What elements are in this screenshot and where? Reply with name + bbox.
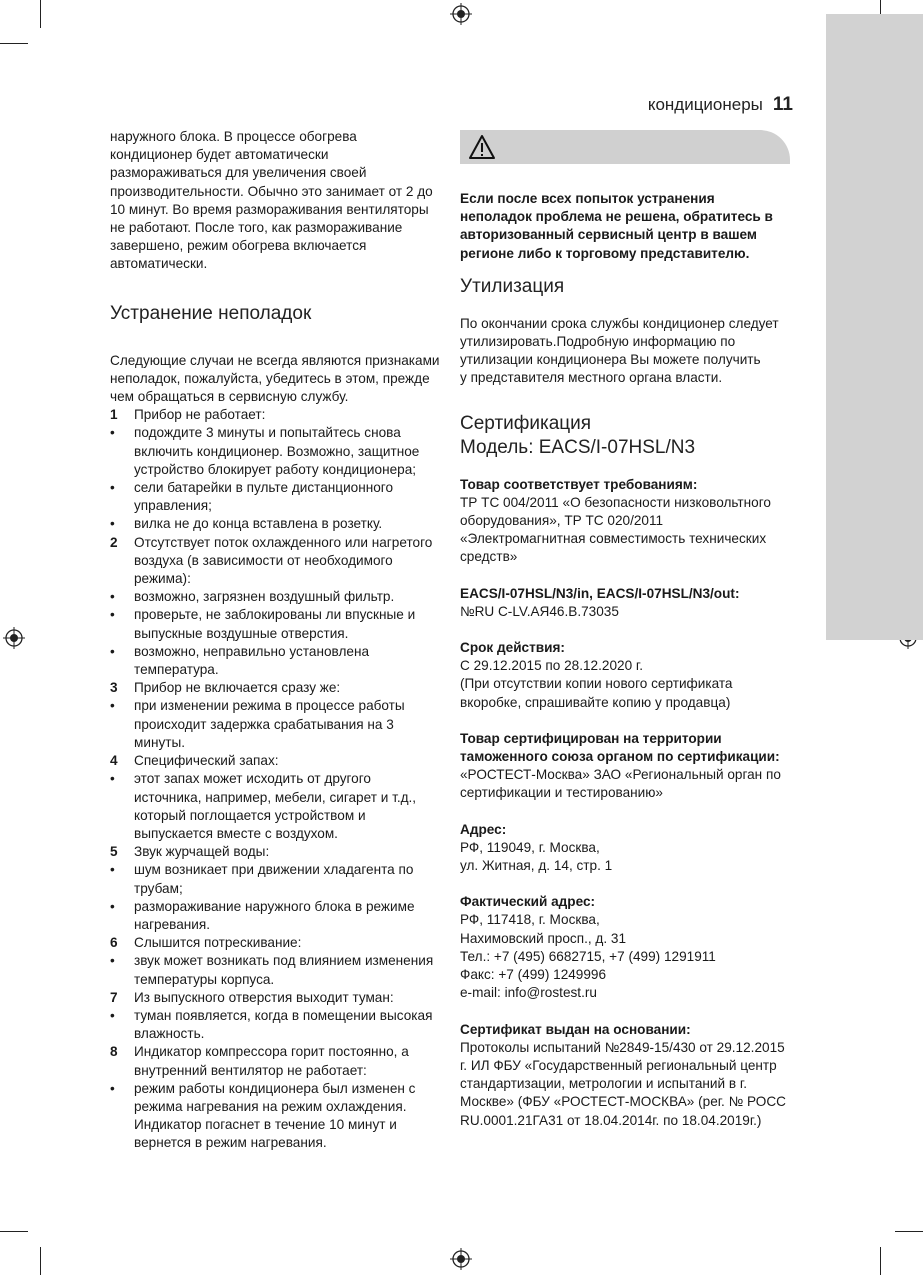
certificate-number: №RU C-LV.АЯ46.В.73035 — [460, 603, 619, 619]
certification-heading: Сертификация — [460, 412, 592, 434]
numbered-item — [110, 1043, 440, 1079]
bullet-item — [110, 861, 440, 897]
validity-note: (При отсутствии копии нового сертификата вкоробке, спрашивайте копию у продавца) — [460, 676, 733, 710]
item-text: при изменении режима в процессе работы происходит задержка срабатывания на 3 минуты. — [134, 698, 405, 750]
bullet-mark: • — [110, 898, 115, 914]
troubleshooting-intro: Следующие случаи не всегда являются признаками неполадок, пожалуйста, убедитесь в этом, прежде чем обращаться в сервисную службу. — [110, 352, 440, 405]
page-number: 11 — [772, 94, 793, 115]
basis-title: Сертификат выдан на основании: — [460, 1021, 691, 1037]
phone-line: Тел.: +7 (495) 6682715, +7 (499) 1291911 — [460, 948, 716, 964]
bullet-mark: • — [110, 953, 115, 969]
item-text: этот запах может исходить от другого источника, например, мебели, сигарет и т.д., который поглощается устройством и выпускается вместе с воздухом. — [134, 771, 417, 841]
model-heading: Модель: EACS/I-07HSL/N3 — [460, 436, 696, 458]
bullet-item — [110, 643, 440, 679]
bullet-item — [110, 1007, 440, 1043]
bullet-item — [110, 588, 440, 606]
item-number: 3 — [110, 680, 118, 696]
item-text: возможно, неправильно установлена температура. — [134, 643, 370, 678]
page-header — [648, 94, 793, 116]
bullet-item — [110, 952, 440, 988]
item-text: вилка не до конца вставлена в розетку. — [134, 516, 383, 532]
email-line: e-mail: info@rostest.ru — [460, 985, 597, 1001]
address-line: РФ, 119049, г. Москва, — [460, 839, 600, 855]
bullet-item — [110, 515, 440, 533]
warning-triangle-icon — [468, 134, 496, 160]
item-text: Индикатор компрессора горит постоянно, а внутренний вентилятор не работает: — [134, 1044, 409, 1078]
numbered-item — [110, 679, 440, 697]
address-line: ул. Житная, д. 14, стр. 1 — [460, 858, 613, 874]
item-text: подождите 3 минуты и попытайтесь снова включить кондиционер. Возможно, защитное устройство блокирует работу кондиционера; — [134, 425, 420, 477]
item-number: 5 — [110, 844, 118, 860]
bullet-item — [110, 424, 440, 479]
bullet-item — [110, 898, 440, 934]
crop-mark — [0, 1231, 28, 1232]
item-number: 2 — [110, 534, 118, 550]
item-number: 8 — [110, 1044, 118, 1060]
right-column — [460, 130, 790, 1130]
crop-mark — [40, 1247, 41, 1275]
requirements-text: ТР ТС 004/2011 «О безопасности низковольтного оборудования», ТР ТС 020/2011 «Электромагнитная совместимость технических средств» — [460, 494, 771, 565]
certified-by-text: «РОСТЕСТ-Москва» ЗАО «Региональный орган по сертификации и тестированию» — [460, 767, 781, 801]
item-number: 4 — [110, 753, 118, 769]
bullet-mark: • — [110, 862, 115, 878]
item-text: сели батарейки в пульте дистанционного управления; — [134, 480, 394, 514]
item-text: звук может возникать под влиянием изменения температуры корпуса. — [134, 953, 434, 987]
bullet-mark: • — [110, 589, 115, 605]
item-number: 6 — [110, 935, 118, 951]
bullet-item — [110, 606, 440, 642]
actual-address-line: Нахимовский просп., д. 31 — [460, 930, 627, 946]
item-text: Специфический запах: — [134, 753, 279, 769]
bullet-mark: • — [110, 1007, 115, 1023]
item-text: проверьте, не заблокированы ли впускные и выпускные воздушные отверстия. — [134, 607, 416, 641]
item-text: Слышится потрескивание: — [134, 935, 302, 951]
crop-mark — [895, 1231, 923, 1232]
address-title: Адрес: — [460, 821, 507, 837]
side-tab — [826, 14, 923, 640]
numbered-item — [110, 752, 440, 770]
bullet-mark: • — [110, 480, 115, 496]
registration-mark-icon — [3, 627, 25, 649]
bullet-mark: • — [110, 643, 115, 659]
crop-mark — [0, 43, 28, 44]
fax-line: Факс: +7 (499) 1249996 — [460, 967, 607, 983]
item-text: шум возникает при движении хладагента по трубам; — [134, 862, 414, 896]
bullet-mark: • — [110, 698, 115, 714]
item-text: режим работы кондиционера был изменен с режима нагревания на режим охлаждения. Индикатор погаснет в течение 10 минут и вернется в режим нагревания. — [134, 1080, 416, 1151]
actual-address-line: РФ, 117418, г. Москва, — [460, 912, 600, 928]
item-text: Отсутствует поток охлажденного или нагретого воздуха (в зависимости от необходимого режима): — [134, 534, 433, 587]
intro-paragraph: наружного блока. В процессе обогрева кондиционер будет автоматически размораживаться для увеличения своей производительности. Обычно это занимает от 2 до 10 минут. Во время размораживания вентиляторы не работают. После того, как размораживание завершено, режим обогрева включается автоматически. — [110, 129, 433, 272]
registration-mark-icon — [450, 1248, 472, 1270]
item-text: Прибор не включается сразу же: — [134, 680, 341, 696]
warning-box — [460, 130, 790, 164]
item-number: 7 — [110, 989, 118, 1005]
bullet-mark: • — [110, 607, 115, 623]
bullet-mark: • — [110, 516, 115, 532]
disposal-heading: Утилизация — [460, 275, 565, 297]
section-name: кондиционеры — [647, 95, 763, 114]
bullet-item — [110, 770, 440, 843]
crop-mark — [40, 0, 41, 28]
bullet-mark: • — [110, 771, 115, 787]
item-text: туман появляется, когда в помещении высокая влажность. — [134, 1007, 433, 1042]
registration-mark-icon — [450, 3, 472, 25]
item-text: размораживание наружного блока в режиме нагревания. — [134, 898, 415, 932]
crop-mark — [880, 1247, 881, 1275]
numbered-item — [110, 406, 440, 424]
validity-dates: С 29.12.2015 по 28.12.2020 г. — [460, 658, 643, 674]
disposal-text-2: у представителя местного органа власти. — [460, 370, 723, 386]
models-title: EACS/I-07HSL/N3/in, EACS/I-07HSL/N3/out: — [460, 585, 740, 601]
bullet-item — [110, 1080, 440, 1153]
item-number: 1 — [110, 407, 118, 423]
bullet-item — [110, 479, 440, 515]
actual-address-title: Фактический адрес: — [460, 894, 596, 910]
numbered-item — [110, 934, 440, 952]
troubleshooting-list — [110, 406, 440, 1152]
certified-by-title: Товар сертифицирован на территории таможенного союза органом по сертификации: — [460, 730, 780, 765]
left-column — [110, 128, 440, 1153]
numbered-item — [110, 534, 440, 589]
validity-title: Срок действия: — [460, 640, 565, 656]
numbered-item — [110, 843, 440, 861]
warning-text: Если после всех попыток устранения неполадок проблема не решена, обратитесь в авторизованный сервисный центр в вашем регионе либо к торговому представителю. — [460, 191, 773, 261]
numbered-item — [110, 989, 440, 1007]
disposal-text: По окончании срока службы кондиционер следует утилизировать.Подробную информацию по утилизации кондиционера Вы можете получить — [460, 315, 779, 368]
basis-text: Протоколы испытаний №2849-15/430 от 29.12.2015 г. ИЛ ФБУ «Государственный региональный центр стандартизации, метрологии и испытаний в г. Москве» (ФБУ «РОСТЕСТ-МОСКВА» (рег. № РОСС RU.0001.21ГА31 от 18.04.2014г. по 18.04.2019г.) — [460, 1039, 786, 1128]
item-text: Прибор не работает: — [134, 407, 266, 423]
bullet-item — [110, 697, 440, 752]
item-text: Звук журчащей воды: — [134, 844, 270, 860]
item-text: Из выпускного отверстия выходит туман: — [134, 989, 394, 1005]
bullet-mark: • — [110, 1080, 115, 1096]
troubleshooting-heading: Устранение неполадок — [110, 302, 312, 324]
bullet-mark: • — [110, 425, 115, 441]
item-text: возможно, загрязнен воздушный фильтр. — [134, 589, 395, 605]
requirements-title: Товар соответствует требованиям: — [460, 476, 698, 492]
